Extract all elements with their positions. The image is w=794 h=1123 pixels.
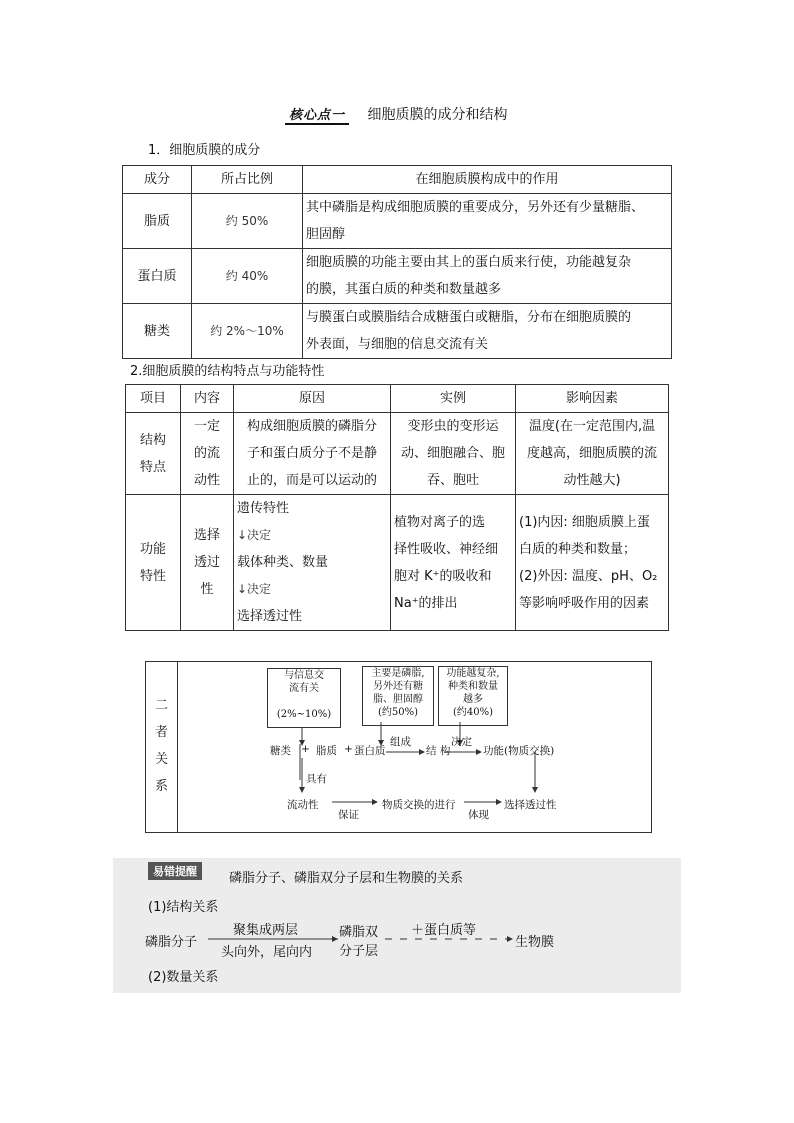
table-header: 所占比例	[192, 166, 303, 194]
cell-line: 温度(在一定范围内,温	[528, 419, 656, 434]
cell-line: 性	[200, 582, 214, 597]
table-cell: 蛋白质	[123, 249, 192, 304]
side-char: 二	[154, 698, 168, 713]
table-cell	[391, 413, 516, 495]
diagram-box-sugar	[267, 668, 341, 728]
table-cell: 约 40%	[192, 249, 303, 304]
tip-badge: 易错提醒	[148, 862, 202, 880]
cell-line: ↓决定	[237, 582, 272, 596]
cell-line: 载体种类、数量	[237, 555, 329, 570]
cell-line: 白质的种类和数量；	[519, 541, 637, 557]
cell-line: ↓决定	[237, 528, 272, 542]
cell-line: 构成细胞质膜的磷脂分	[246, 419, 377, 434]
table-cell	[391, 495, 516, 631]
box-line: 另外还有糖	[373, 681, 423, 692]
side-char: 系	[154, 779, 168, 794]
cell-line: 与膜蛋白或膜脂结合成糖蛋白或糖脂，分布在细胞质膜的	[306, 310, 632, 325]
tip-paragraph-1: (1)结构关系	[148, 900, 219, 915]
section1-title: 1．细胞质膜的成分	[148, 143, 261, 158]
tip-biomembrane: 生物膜	[515, 935, 555, 950]
table-cell	[516, 413, 669, 495]
cell-line: 选择	[193, 528, 220, 543]
tip-bilayer-line2: 分子层	[339, 944, 379, 959]
arrow-label-compose: 组成	[390, 736, 411, 748]
tip-bilayer-line1: 磷脂双	[339, 925, 379, 940]
section-heading	[285, 104, 507, 124]
cell-line: 胞对 K⁺的吸收和	[394, 568, 492, 584]
cell-line: 动性	[193, 473, 220, 488]
cell-line: 植物对离子的选	[394, 514, 486, 530]
cell-line: 遗传特性	[237, 501, 290, 516]
table-cell: 脂质	[123, 194, 192, 249]
table-cell: 糖类	[123, 304, 192, 359]
heading-title: 细胞质膜的成分和结构	[367, 107, 508, 123]
node-sugar: 糖类	[270, 745, 291, 757]
cell-line: 度越高，细胞质膜的流	[526, 446, 657, 461]
table-cell	[303, 194, 672, 249]
cell-line: 的流	[193, 446, 220, 461]
cell-line: 动性越大)	[563, 473, 621, 488]
node-protein: 蛋白质	[354, 745, 386, 757]
table-cell	[303, 249, 672, 304]
cell-line: 特性	[139, 568, 166, 584]
tip-arrow-label-below: 头向外，尾向内	[221, 945, 313, 960]
tip-title: 磷脂分子、磷脂双分子层和生物膜的关系	[229, 871, 464, 886]
cell-line: 止的，而是可以运动的	[246, 473, 377, 488]
diagram-box-protein	[438, 666, 508, 726]
membrane-features-table	[125, 384, 669, 631]
box-line: 脂、胆固醇	[373, 694, 423, 705]
table-cell	[181, 413, 234, 495]
tip-paragraph-2: (2)数量关系	[148, 970, 219, 985]
box-line: (约50%)	[377, 707, 419, 718]
table-header: 内容	[181, 385, 234, 413]
table-cell	[234, 495, 391, 631]
table-header: 实例	[391, 385, 516, 413]
cell-line: 细胞质膜的功能主要由其上的蛋白质来行使，功能越复杂	[306, 255, 632, 270]
cell-line: Na⁺的排出	[394, 595, 458, 611]
table-row	[123, 304, 672, 359]
arrow-label-reflect: 体现	[468, 809, 489, 821]
cell-line: 子和蛋白质分子不是静	[246, 446, 377, 461]
table-header: 项目	[126, 385, 181, 413]
side-char: 关	[154, 752, 168, 767]
node-structure: 结 构	[426, 745, 451, 757]
tip-arrow-label-above: 聚集成两层	[233, 923, 299, 938]
section2-title: 2.细胞质膜的结构特点与功能特性	[130, 364, 325, 379]
cell-line: (1)内因: 细胞质膜上蛋	[519, 514, 650, 530]
table-header-row	[123, 166, 672, 194]
node-selective-permeability: 选择透过性	[504, 799, 557, 811]
arrow-label-decide: 决定	[451, 736, 472, 748]
tip-arrow-label-protein: ＋蛋白质等	[411, 923, 477, 938]
node-fluidity: 流动性	[287, 799, 319, 811]
box-line: (约40%)	[452, 707, 494, 718]
membrane-components-table	[122, 165, 672, 359]
cell-line: 一定	[193, 419, 220, 434]
table-cell	[126, 495, 181, 631]
plus-sign: +	[301, 743, 310, 755]
plus-sign: +	[344, 743, 353, 755]
table-cell: 约 50%	[192, 194, 303, 249]
box-line: 种类和数量	[448, 681, 498, 692]
cell-line: 等影响呼吸作用的因素	[519, 595, 650, 611]
table-cell	[181, 495, 234, 631]
box-spacer	[268, 695, 340, 708]
table-cell	[126, 413, 181, 495]
table-cell: 约 2%～10%	[192, 304, 303, 359]
tip-arrows	[113, 858, 681, 993]
box-line: 主要是磷脂,	[371, 668, 425, 679]
relationship-diagram	[145, 661, 652, 833]
box-line: 功能越复杂,	[446, 668, 500, 679]
cell-line: 选择透过性	[237, 609, 303, 624]
box-line: 流有关	[289, 683, 319, 694]
arrow-label-have: 具有	[306, 773, 327, 785]
cell-line: 择性吸收、神经细	[394, 541, 499, 557]
table-row	[123, 249, 672, 304]
table-header: 成分	[123, 166, 192, 194]
table-cell	[234, 413, 391, 495]
table-row	[126, 413, 669, 495]
table-header: 在细胞质膜构成中的作用	[303, 166, 672, 194]
cell-line: 变形虫的变形运	[407, 419, 499, 434]
table-row	[123, 194, 672, 249]
box-line: 越多	[463, 694, 483, 705]
box-line: (2%~10%)	[276, 709, 332, 720]
node-exchange: 物质交换的进行	[382, 799, 456, 811]
table-cell	[516, 495, 669, 631]
arrow-label-ensure: 保证	[338, 809, 359, 821]
table-row	[126, 495, 669, 631]
cell-line: 结构	[139, 432, 166, 448]
diagram-box-lipid	[362, 666, 434, 726]
cell-line: (2)外因: 温度、pH、O₂	[519, 568, 658, 584]
cell-line: 的膜，其蛋白质的种类和数量越多	[306, 282, 502, 297]
cell-line: 特点	[139, 459, 166, 475]
table-header: 原因	[234, 385, 391, 413]
error-prone-tip	[113, 858, 681, 993]
cell-line: 动、细胞融合、胞	[400, 446, 505, 461]
node-function: 功能(物质交换)	[483, 745, 555, 757]
node-lipid: 脂质	[316, 745, 337, 757]
table-cell	[303, 304, 672, 359]
cell-line: 胆固醇	[306, 227, 346, 242]
tip-phospholipid-molecule: 磷脂分子	[145, 935, 198, 950]
table-header-row	[126, 385, 669, 413]
box-line: 与信息交	[284, 670, 324, 681]
side-char: 者	[154, 725, 168, 740]
cell-line: 功能	[139, 541, 166, 557]
cell-line: 其中磷脂是构成细胞质膜的重要成分，另外还有少量糖脂、	[306, 200, 645, 215]
cell-line: 透过	[193, 555, 220, 570]
table-header: 影响因素	[516, 385, 669, 413]
cell-line: 外表面，与细胞的信息交流有关	[306, 337, 489, 352]
heading-badge: 核心点一	[285, 108, 349, 125]
cell-line: 吞、胞吐	[426, 473, 479, 488]
